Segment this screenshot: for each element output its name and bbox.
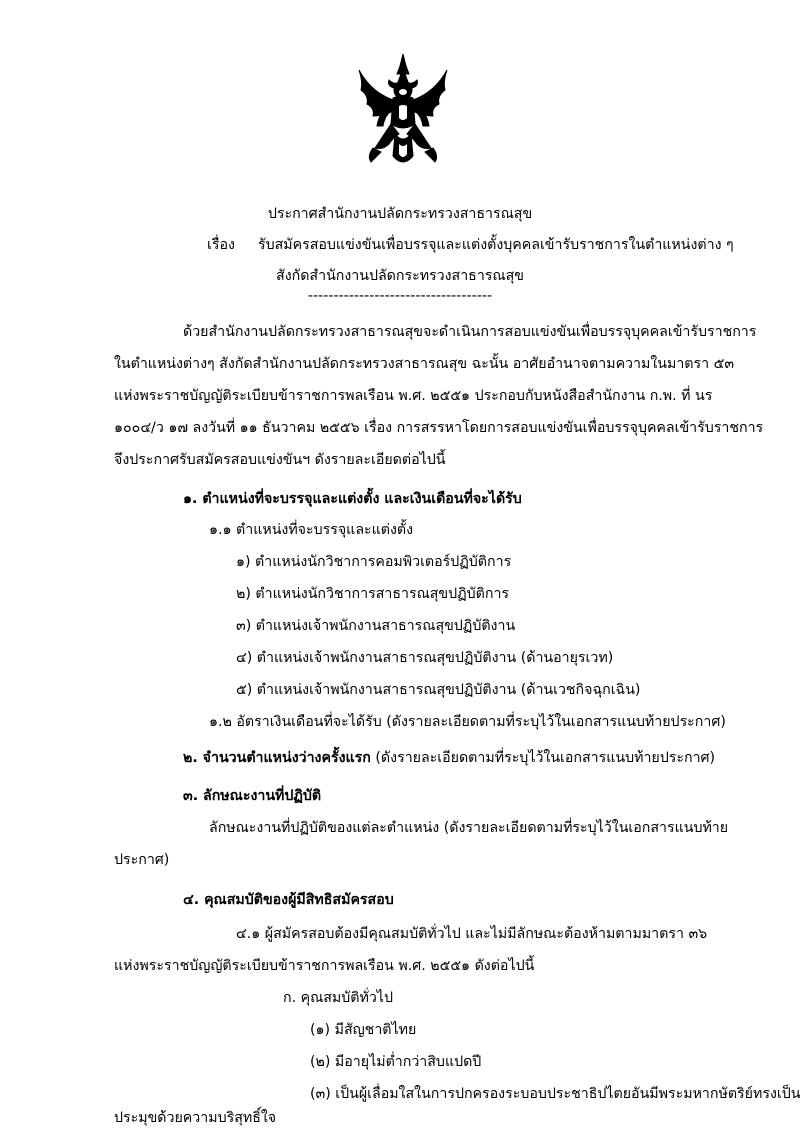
section-2-text: (ดังรายละเอียดตามที่ระบุไว้ในเอกสารแนบท้ายประกาศ)	[370, 750, 716, 766]
position-item: ๕) ตำแหน่งเจ้าพนักงานสาธารณสุขปฏิบัติงาน (ด้านเวชกิจฉุกเฉิน)	[236, 682, 641, 698]
qualification-item-continued: ประมุขด้วยความบริสุทธิ์ใจ	[114, 1110, 277, 1126]
intro-line-1: ด้วยสำนักงานปลัดกระทรวงสาธารณสุขจะดำเนินการสอบแข่งขันเพื่อบรรจุบุคคลเข้ารับราชการ	[183, 324, 757, 340]
qualification-item: (๓) เป็นผู้เลื่อมใสในการปกครองระบอบประชาธิปไตยอันมีพระมหากษัตริย์ทรงเป็น	[310, 1086, 800, 1102]
position-item: ๔) ตำแหน่งเจ้าพนักงานสาธารณสุขปฏิบัติงาน (ด้านอายุรเวท)	[236, 650, 614, 666]
intro-line-4: ๑๐๐๔/ว ๑๗ ลงวันที่ ๑๑ ธันวาคม ๒๕๕๖ เรื่อง การสรรหาโดยการสอบแข่งขันเพื่อบรรจุบุคคลเข้ารับราชการ	[114, 420, 764, 436]
section-3-line-2: ประกาศ)	[114, 852, 170, 868]
section-3-line-1: ลักษณะงานที่ปฏิบัติของแต่ละตำแหน่ง (ดังรายละเอียดตามที่ระบุไว้ในเอกสารแนบท้าย	[209, 820, 729, 836]
subject-text: รับสมัครสอบแข่งขันเพื่อบรรจุและแต่งตั้งบุคคลเข้ารับราชการในตำแหน่งต่าง ๆ	[258, 237, 734, 253]
section-2-heading: ๒. จำนวนตำแหน่งว่างครั้งแรก	[183, 750, 371, 766]
section-4-1-line-1: ๔.๑ ผู้สมัครสอบต้องมีคุณสมบัติทั่วไป และไม่มีลักษณะต้องห้ามตามมาตรา ๓๖	[236, 926, 708, 942]
position-item: ๑) ตำแหน่งนักวิชาการคอมพิวเตอร์ปฏิบัติการ	[236, 554, 512, 570]
section-4-heading: ๔. คุณสมบัติของผู้มีสิทธิสมัครสอบ	[183, 892, 394, 908]
section-1-1: ๑.๑ ตำแหน่งที่จะบรรจุและแต่งตั้ง	[209, 522, 414, 538]
qualification-item: (๒) มีอายุไม่ต่ำกว่าสิบแปดปี	[310, 1054, 482, 1070]
intro-line-3: แห่งพระราชบัญญัติระเบียบข้าราชการพลเรือน พ.ศ. ๒๕๕๑ ประกอบกับหนังสือสำนักงาน ก.พ. ที่ นร	[114, 388, 713, 404]
intro-line-2: ในตำแหน่งต่างๆ สังกัดสำนักงานปลัดกระทรวงสาธารณสุข ฉะนั้น อาศัยอำนาจตามความในมาตรา ๕๓	[114, 356, 735, 372]
general-qualifications-label: ก. คุณสมบัติทั่วไป	[283, 990, 393, 1006]
intro-line-5: จึงประกาศรับสมัครสอบแข่งขันฯ ดังรายละเอียดต่อไปนี้	[114, 452, 446, 468]
position-item: ๒) ตำแหน่งนักวิชาการสาธารณสุขปฏิบัติการ	[236, 586, 510, 602]
section-4-1-line-2: แห่งพระราชบัญญัติระเบียบข้าราชการพลเรือน พ.ศ. ๒๕๕๑ ดังต่อไปนี้	[114, 958, 535, 974]
garuda-emblem-icon	[353, 52, 453, 182]
announcement-title: ประกาศสำนักงานปลัดกระทรวงสาธารณสุข	[267, 206, 533, 222]
header-separator: ------------------------------------	[307, 288, 493, 304]
section-3-heading: ๓. ลักษณะงานที่ปฏิบัติ	[183, 788, 322, 804]
section-2	[183, 748, 715, 768]
qualification-item: (๑) มีสัญชาติไทย	[310, 1022, 417, 1038]
position-item: ๓) ตำแหน่งเจ้าพนักงานสาธารณสุขปฏิบัติงาน	[236, 618, 516, 634]
subject-label: เรื่อง	[207, 237, 235, 253]
section-1-heading: ๑. ตำแหน่งที่จะบรรจุและแต่งตั้ง และเงินเดือนที่จะได้รับ	[183, 491, 522, 507]
section-1-2: ๑.๒ อัตราเงินเดือนที่จะได้รับ (ดังรายละเอียดตามที่ระบุไว้ในเอกสารแนบท้ายประกาศ)	[209, 714, 726, 730]
subject-affiliation: สังกัดสำนักงานปลัดกระทรวงสาธารณสุข	[276, 268, 524, 284]
